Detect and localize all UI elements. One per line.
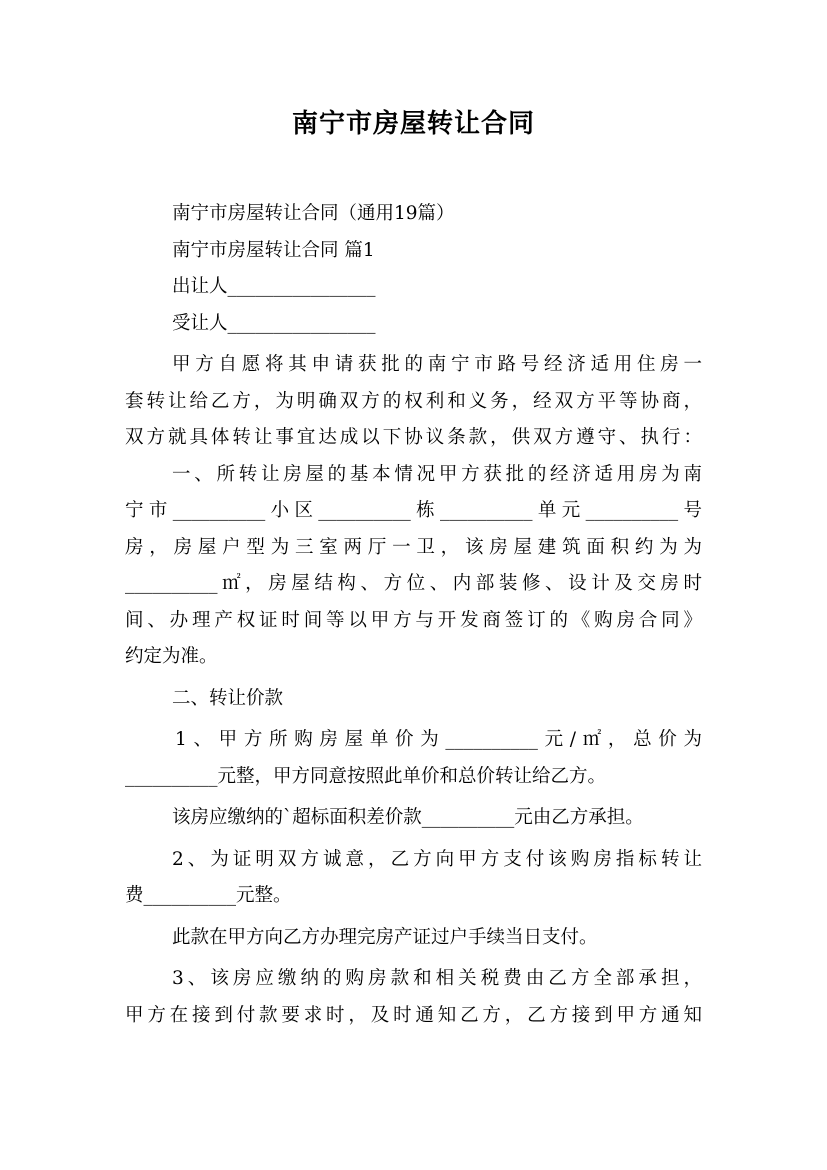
paragraph-line: 套转让给乙方，为明确双方的权利和义务，经双方平等协商，	[125, 390, 702, 412]
paragraph-line: 宁市__________小区__________栋__________单元__________号	[125, 500, 702, 521]
section-heading: 二、转让价款	[172, 687, 284, 709]
paragraph-line: 2、为证明双方诚意，乙方向甲方支付该购房指标转让	[172, 848, 702, 870]
paragraph-line: 该房应缴纳的`超标面积差价款__________元由乙方承担。	[172, 807, 644, 828]
paragraph-line: 双方就具体转让事宜达成以下协议条款，供双方遵守、执行：	[125, 427, 702, 448]
transferee-field: 受让人________________	[172, 312, 376, 334]
section-heading: 南宁市房屋转让合同 篇1	[172, 239, 375, 261]
paragraph-line: __________元整，甲方同意按照此单价和总价转让给乙方。	[125, 765, 607, 787]
paragraph-line: 约定为准。	[125, 646, 218, 667]
paragraph-line: 房，房屋户型为三室两厅一卫，该房屋建筑面积约为为	[125, 536, 702, 558]
document-body	[125, 196, 702, 1034]
paragraph-line: 一、所转让房屋的基本情况甲方获批的经济适用房为南	[172, 463, 702, 485]
paragraph-line: 间、办理产权证时间等以甲方与开发商签订的《购房合同》	[125, 609, 702, 631]
paragraph-line: __________㎡，房屋结构、方位、内部装修、设计及交房时	[125, 573, 702, 594]
document-title: 南宁市房屋转让合同	[291, 109, 535, 139]
paragraph-line: 此款在甲方向乙方办理完房产证过户手续当日支付。	[172, 926, 598, 948]
paragraph-line: 甲方自愿将其申请获批的南宁市路号经济适用住房一	[172, 354, 702, 375]
transferor-field: 出让人________________	[172, 276, 376, 297]
paragraph-line: 1、甲方所购房屋单价为__________元/㎡，总价为	[175, 729, 702, 750]
paragraph-line: 3、该房应缴纳的购房款和相关税费由乙方全部承担，	[172, 968, 702, 989]
subtitle-line: 南宁市房屋转让合同（通用19篇）	[172, 203, 455, 224]
paragraph-line: 甲方在接到付款要求时，及时通知乙方，乙方接到甲方通知	[125, 1004, 702, 1026]
paragraph-line: 费__________元整。	[125, 885, 292, 906]
